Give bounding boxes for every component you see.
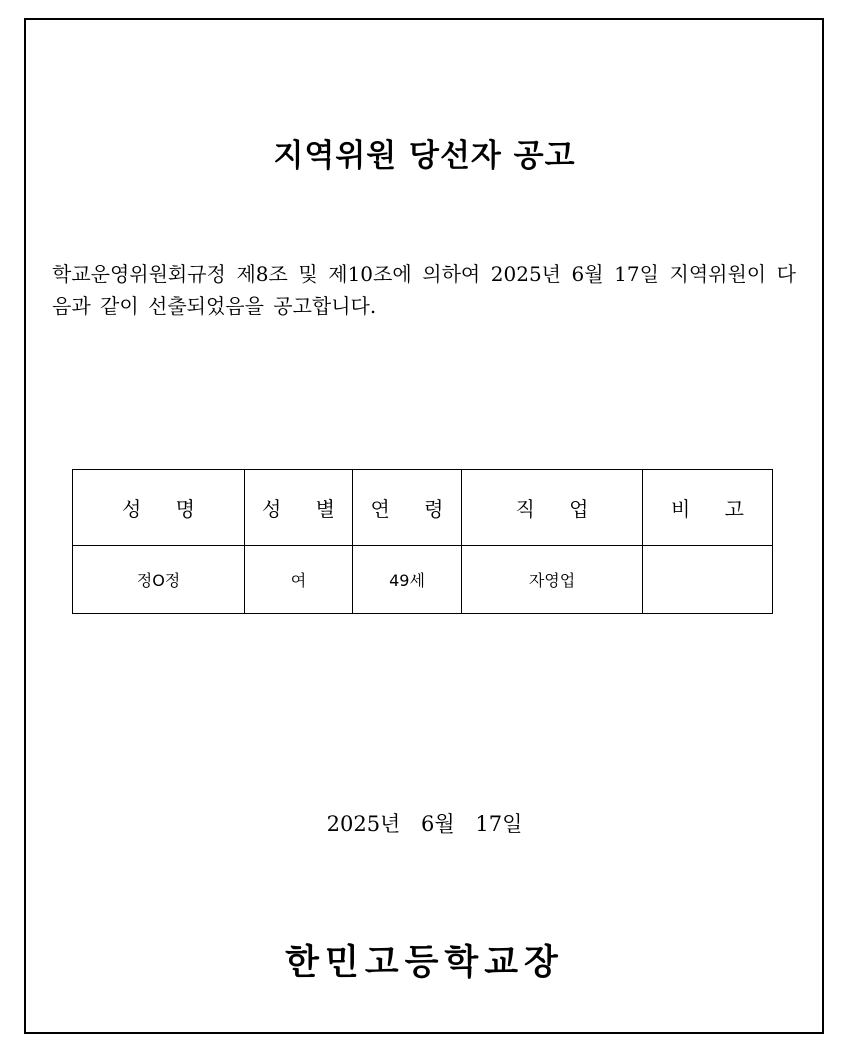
cell-remarks: [643, 546, 773, 614]
header-age: 연 령: [353, 470, 462, 546]
header-name: 성 명: [73, 470, 245, 546]
date-day: 17일: [475, 812, 523, 836]
cell-occupation: 자영업: [462, 546, 643, 614]
elected-member-table: [72, 469, 773, 614]
header-occupation: 직 업: [462, 470, 643, 546]
cell-age: 49세: [353, 546, 462, 614]
announcement-body: 학교운영위원회규정 제8조 및 제10조에 의하여 2025년 6월 17일 지역위원이 다음과 같이 선출되었음을 공고합니다.: [52, 262, 796, 318]
document-title: 지역위원 당선자 공고: [273, 138, 576, 174]
date-month: 6월: [421, 812, 455, 836]
table-header-row: [73, 470, 773, 546]
elected-member-table-container: [72, 469, 772, 614]
header-remarks: 비 고: [643, 470, 773, 546]
principal-signature: 한민고등학교장: [285, 942, 564, 983]
cell-gender: 여: [245, 546, 353, 614]
date-year: 2025년: [326, 812, 401, 836]
announcement-date: [0, 808, 849, 838]
header-gender: 성 별: [245, 470, 353, 546]
cell-name: 정O정: [73, 546, 245, 614]
table-row: [73, 546, 773, 614]
